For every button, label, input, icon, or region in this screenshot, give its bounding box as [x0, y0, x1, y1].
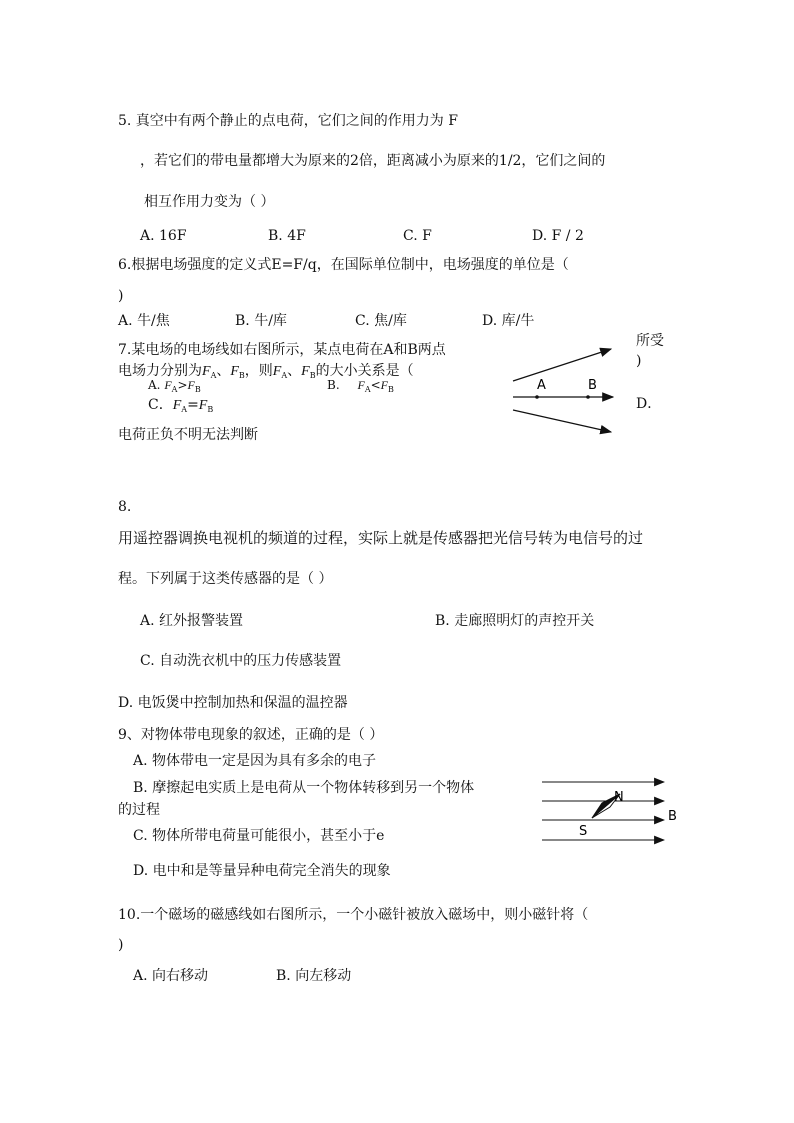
q9-option-c: C. 物体所带电荷量可能很小，甚至小于e [133, 828, 385, 844]
q6-option-b: B. 牛/库 [235, 313, 287, 329]
force-symbol: F [230, 364, 239, 379]
separator: 、 [216, 363, 231, 379]
q8-option-a: A. 红外报警装置 [140, 613, 244, 629]
q8-line1: 用遥控器调换电视机的频道的过程，实际上就是传感器把光信号转为电信号的过 [118, 529, 644, 547]
q10-line2: ) [118, 937, 124, 953]
label-s: S [579, 824, 588, 839]
point-b [586, 395, 590, 399]
force-symbol: F [357, 378, 365, 392]
q8-number: 8. [118, 499, 132, 515]
q7-option-a-label: A. [148, 378, 161, 392]
q7-line1: 7.某电场的电场线如右图所示，某点电荷在A和B两点 [118, 342, 446, 358]
q7-line1-tail: 所受 [636, 333, 664, 349]
force-symbol: F [380, 378, 388, 392]
force-symbol: F [198, 398, 208, 413]
field-line-upper [513, 349, 611, 381]
subscript-a: A [210, 371, 217, 380]
q5-option-d: D. F / 2 [532, 228, 584, 244]
q7-option-d-text: 电荷正负不明无法判断 [118, 427, 258, 443]
q7-option-c [148, 396, 213, 419]
q10-option-b: B. 向左移动 [276, 968, 352, 984]
q8-option-b: B. 走廊照明灯的声控开关 [435, 613, 595, 629]
q5-line3: 相互作用力变为（ ） [144, 194, 275, 210]
q8-option-c: C. 自动洗衣机中的压力传感装置 [140, 653, 342, 669]
relation-symbol: > [177, 378, 188, 392]
separator: 、 [287, 363, 302, 379]
subscript-b: B [309, 371, 316, 380]
point-a [535, 395, 539, 399]
electric-field-diagram [505, 340, 625, 440]
subscript-b: B [388, 385, 394, 394]
force-symbol: F [187, 378, 195, 392]
q7-close-paren: ) [636, 353, 642, 369]
q9-option-d: D. 电中和是等量异种电荷完全消失的现象 [133, 863, 391, 879]
q10-line1: 10.一个磁场的磁感线如右图所示，一个小磁针被放入磁场中，则小磁针将（ [118, 907, 589, 923]
q5-option-a: A. 16F [140, 228, 187, 244]
q7-line2-mid: ，则 [244, 363, 273, 379]
label-a: A [537, 378, 546, 393]
q7-option-b-label: B. [327, 378, 340, 392]
subscript-a: A [181, 405, 188, 414]
label-field-b: B [668, 809, 677, 824]
subscript-b: B [207, 405, 214, 414]
subscript-a: A [281, 371, 288, 380]
q7-option-d-label: D． [636, 396, 662, 412]
q5-option-c: C. F [403, 228, 432, 244]
q9-line1: 9、对物体带电现象的叙述，正确的是（ ） [118, 727, 384, 743]
q5-line1: 5. 真空中有两个静止的点电荷，它们之间的作用力为 F [118, 113, 458, 129]
q10-option-a: A. 向右移动 [133, 968, 209, 984]
q6-line2: ) [118, 288, 124, 304]
label-n: N [614, 790, 624, 805]
q6-line1: 6.根据电场强度的定义式E=F/q，在国际单位制中，电场强度的单位是（ [118, 257, 569, 273]
q8-line2: 程。下列属于这类传感器的是（ ） [118, 571, 333, 587]
q8-option-d: D. 电饭煲中控制加热和保温的温控器 [118, 695, 348, 711]
q7-line2-prefix: 电场力分别为 [118, 363, 202, 379]
magnetic-field-diagram [540, 774, 690, 854]
relation-symbol: = [187, 397, 199, 413]
force-symbol: F [272, 364, 282, 379]
relation-symbol: < [370, 378, 381, 392]
q6-option-c: C. 焦/库 [355, 313, 407, 329]
q9-option-b-line1: B. 摩擦起电实质上是电荷从一个物体转移到另一个物体 [133, 780, 475, 796]
label-b: B [588, 378, 597, 393]
subscript-a: A [171, 385, 178, 394]
q9-option-b-line2: 的过程 [118, 802, 160, 818]
subscript-a: A [364, 385, 371, 394]
force-symbol: F [164, 378, 172, 392]
q9-option-a: A. 物体带电一定是因为具有多余的电子 [133, 753, 377, 769]
q6-option-d: D. 库/牛 [482, 313, 535, 329]
q6-option-a: A. 牛/焦 [118, 313, 170, 329]
force-symbol: F [301, 364, 310, 379]
q7-option-c-label: C． [148, 397, 173, 413]
q5-line2: ，若它们的带电量都增大为原来的2倍，距离减小为原来的1/2，它们之间的 [140, 153, 606, 169]
q7-line2-suffix: 的大小关系是（ [315, 363, 414, 379]
subscript-b: B [194, 385, 201, 394]
force-symbol: F [202, 364, 211, 379]
q7-option-b [327, 376, 394, 399]
field-line-lower [513, 410, 611, 432]
q5-option-b: B. 4F [268, 228, 306, 244]
subscript-b: B [238, 371, 245, 380]
force-symbol: F [172, 398, 182, 413]
